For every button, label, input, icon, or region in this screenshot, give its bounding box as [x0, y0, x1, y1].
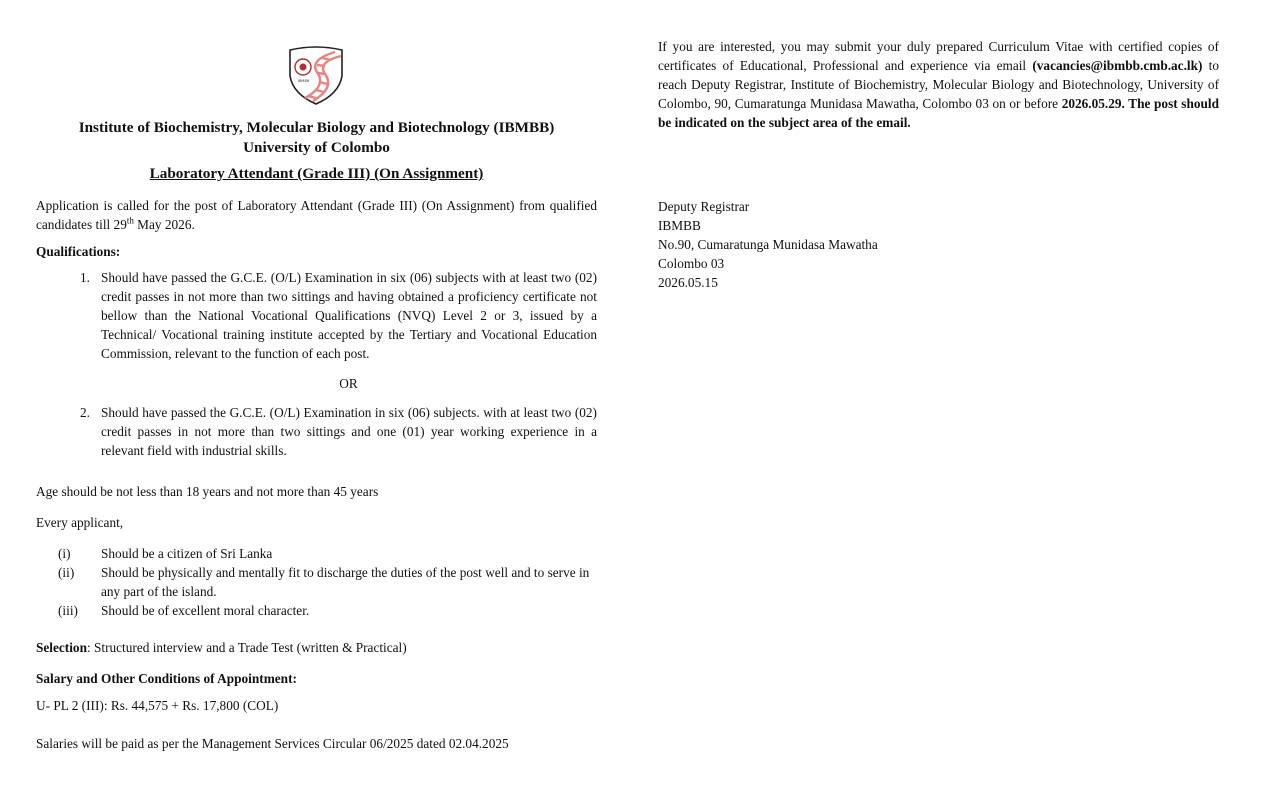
salary-scale: U- PL 2 (III): Rs. 44,575 + Rs. 17,800 (COL)	[36, 698, 279, 713]
list-number: 2.	[80, 405, 90, 420]
age-requirement: Age should be not less than 18 years and not more than 45 years	[36, 484, 379, 499]
post-title: Laboratory Attendant (Grade III) (On Assignment)	[149, 165, 484, 182]
qualification-item: Should have passed the G.C.E. (O/L) Examination in six (06) subjects. with at least two (02) credit passes in not more than two sittings and one (01) year working experience in a relevant field with industrial skills.	[101, 405, 597, 458]
signature-date: 2026.05.15	[658, 275, 718, 290]
applicant-requirement: Should be physically and mentally fit to discharge the duties of the post well and to serve in any part of the island.	[101, 565, 590, 599]
signature-org: IBMBB	[658, 218, 701, 233]
institute-name: Institute of Biochemistry, Molecular Biology and Biotechnology (IBMBB)	[78, 119, 555, 136]
signature-address: No.90, Cumaratunga Munidasa Mawatha	[658, 237, 878, 252]
salary-heading: Salary and Other Conditions of Appointment:	[36, 671, 297, 686]
application-instructions: If you are interested, you may submit your duly prepared Curriculum Vitae with certified copies of certificates of Educational, Professional and experience via email (vacancies@ibmbb.cmb.ac.lk) to reach Deputy Registrar, Institute of Biochemistry, Molecular Biology and Biotechnology, University of Colombo, 90, Cumaratunga Munidasa Mawatha, Colombo 03 on or before 2026.05.29. The post should be indicated on the subject area of the email.	[658, 39, 1220, 130]
list-number: (iii)	[58, 603, 78, 618]
university-name: University of Colombo	[243, 139, 390, 156]
selection-line: Selection: Structured interview and a Trade Test (written & Practical)	[36, 640, 407, 655]
intro-paragraph: Application is called for the post of Laboratory Attendant (Grade III) (On Assignment) from qualified candidates till 29th May 2026.	[36, 198, 597, 232]
email-address: (vacancies@ibmbb.cmb.ac.lk)	[1032, 58, 1203, 73]
or-separator: OR	[339, 376, 358, 391]
qualification-item: Should have passed the G.C.E. (O/L) Examination in six (06) subjects with at least two (02) credit passes in not more than two sittings and having obtained a proficiency certificate not bellow than the National Vocational Qualifications (NVQ) Level 2 or 3, issued by a Technical/ Vocational training institute accepted by the Tertiary and Vocational Education Commission, relevant to the function of each post.	[101, 270, 597, 361]
applicant-heading: Every applicant,	[36, 515, 124, 530]
signature-title: Deputy Registrar	[658, 199, 750, 214]
list-number: 1.	[80, 270, 90, 285]
qualifications-heading: Qualifications:	[36, 244, 121, 259]
deadline-date: 2026.05.29.	[1061, 96, 1125, 111]
applicant-requirement: Should be a citizen of Sri Lanka	[101, 546, 273, 561]
salary-note: Salaries will be paid as per the Management Services Circular 06/2025 dated 02.04.2025	[36, 736, 509, 751]
svg-text:IBMBB: IBMBB	[298, 79, 310, 83]
list-number: (i)	[58, 546, 71, 561]
signature-city: Colombo 03	[658, 256, 725, 271]
applicant-requirement: Should be of excellent moral character.	[101, 603, 310, 618]
list-number: (ii)	[58, 565, 75, 580]
ibmbb-crest-logo	[287, 46, 345, 106]
